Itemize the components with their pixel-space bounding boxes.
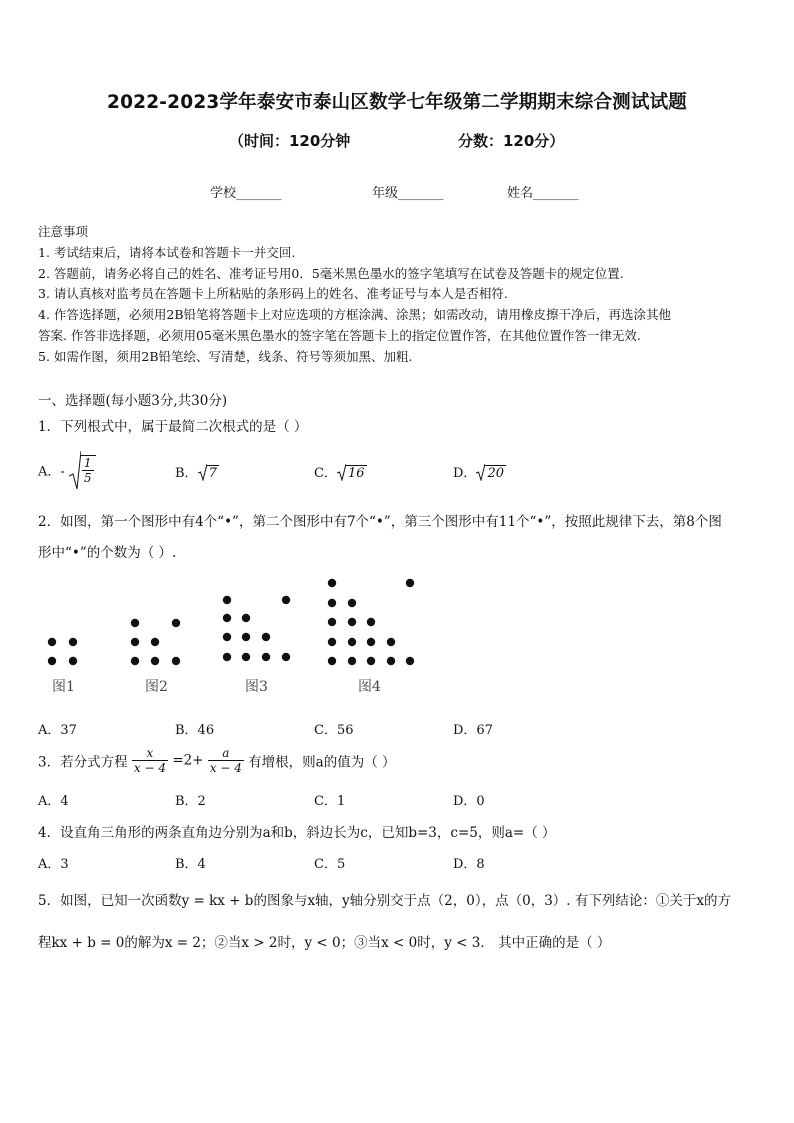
dot bbox=[387, 657, 395, 665]
notice-item: 4. 作答选择题，必须用2B铅笔将答题卡上对应选项的方框涂满、涂黑；如需改动，请用橡皮擦干净后，再选涂其他 bbox=[38, 307, 672, 322]
q4-option-c: C．5 bbox=[314, 857, 346, 872]
dot bbox=[282, 596, 290, 604]
page-title: 2022-2023学年泰安市泰山区数学七年级第二学期期末综合测试试题 bbox=[107, 92, 687, 113]
dot bbox=[242, 633, 250, 641]
q1-d-label: D． bbox=[453, 466, 477, 481]
q1-option-d bbox=[453, 462, 506, 481]
dot bbox=[348, 599, 356, 607]
dot bbox=[367, 657, 375, 665]
dot bbox=[48, 638, 56, 646]
q1-c-label: C． bbox=[314, 466, 337, 481]
dot bbox=[223, 653, 231, 661]
q4-stem: 4．设直角三角形的两条直角边分别为a和b，斜边长为c，已知b=3，c=5，则a=（ ） bbox=[38, 825, 556, 841]
q2-option-a: A．37 bbox=[38, 723, 77, 738]
notice-heading: 注意事项 bbox=[38, 224, 89, 239]
notice-item: 5. 如需作图，须用2B铅笔绘、写清楚，线条、符号等须加黑、加粗. bbox=[38, 349, 413, 364]
q1-b-label: B． bbox=[175, 466, 198, 481]
q4-option-b: B．4 bbox=[175, 857, 206, 872]
q3-f2-denominator: x − 4 bbox=[209, 761, 242, 775]
notice-item: 答案. 作答非选择题，必须用05毫米黑色墨水的签字笔在答题卡上的指定位置作答，在其他位置作答一律无效. bbox=[38, 328, 641, 343]
dot bbox=[328, 579, 336, 587]
q5-line1: 5．如图，已知一次函数y = kx + b的图象与x轴，y轴分别交于点（2，0），点（0，3）. 有下列结论：①关于x的方 bbox=[38, 893, 731, 909]
q1-c-radicand: 16 bbox=[347, 466, 365, 481]
q3-stem bbox=[38, 746, 396, 775]
q1-option-b bbox=[175, 462, 219, 481]
q2-option-c: C．56 bbox=[314, 723, 354, 738]
notice-item: 3. 请认真核对监考员在答题卡上所粘贴的条形码上的姓名、准考证号与本人是否相符. bbox=[38, 286, 508, 301]
dot bbox=[151, 638, 159, 646]
dot bbox=[282, 653, 290, 661]
dot bbox=[328, 618, 336, 626]
dot bbox=[406, 657, 414, 665]
notice-item: 1. 考试结束后，请将本试卷和答题卡一并交回. bbox=[38, 245, 296, 260]
dot bbox=[69, 657, 77, 665]
dot bbox=[131, 638, 139, 646]
dot bbox=[262, 653, 270, 661]
q2-option-b: B．46 bbox=[175, 723, 215, 738]
dot bbox=[223, 633, 231, 641]
figure-4-dots bbox=[328, 579, 414, 665]
q4-option-a: A．3 bbox=[38, 857, 69, 872]
q1-a-denominator: 5 bbox=[83, 471, 92, 485]
dot bbox=[48, 657, 56, 665]
q3-f1-denominator: x − 4 bbox=[133, 761, 166, 775]
q3-option-c: C．1 bbox=[314, 794, 346, 809]
dot-pattern-figure bbox=[30, 570, 430, 700]
q1-option-a bbox=[38, 450, 96, 490]
q3-prefix: 3．若分式方程 bbox=[38, 754, 128, 771]
q5-line2: 程kx + b = 0的解为x = 2；②当x > 2时，y < 0；③当x < 0时，y < 3． 其中正确的是（ ） bbox=[38, 935, 611, 951]
figure-label: 图3 bbox=[245, 679, 268, 695]
dot bbox=[348, 618, 356, 626]
grade-field: 年级_______ bbox=[372, 186, 444, 201]
q1-a-label: A．- bbox=[38, 464, 65, 480]
dot bbox=[328, 638, 336, 646]
q1-stem: 1．下列根式中，属于最简二次根式的是（ ） bbox=[38, 419, 308, 435]
q3-f2-numerator: a bbox=[208, 746, 244, 761]
q2-option-d: D．67 bbox=[453, 723, 493, 738]
dot bbox=[223, 614, 231, 622]
figure-3-dots bbox=[223, 596, 290, 661]
q4-option-d: D．8 bbox=[453, 857, 485, 872]
dot bbox=[262, 633, 270, 641]
q3-option-b: B．2 bbox=[175, 794, 206, 809]
dot bbox=[367, 638, 375, 646]
dot bbox=[131, 657, 139, 665]
q3-mid: =2+ bbox=[172, 752, 204, 769]
q2-line1: 2．如图，第一个图形中有4个“•”，第二个图形中有7个“•”，第三个图形中有11个“•”，按照此规律下去，第8个图 bbox=[38, 514, 722, 530]
dot bbox=[172, 657, 180, 665]
dot bbox=[223, 596, 231, 604]
q1-b-radicand: 7 bbox=[208, 466, 217, 481]
dot bbox=[328, 657, 336, 665]
q3-fraction-2 bbox=[208, 746, 244, 775]
dot bbox=[328, 599, 336, 607]
dot bbox=[69, 638, 77, 646]
dot bbox=[406, 579, 414, 587]
school-field: 学校_______ bbox=[210, 186, 282, 201]
dot bbox=[348, 657, 356, 665]
figure-label: 图1 bbox=[52, 679, 75, 695]
dot bbox=[131, 619, 139, 627]
q3-option-d: D．0 bbox=[453, 794, 485, 809]
name-field: 姓名_______ bbox=[507, 186, 579, 201]
dot bbox=[387, 638, 395, 646]
q2-line2: 形中“•”的个数为（ ）. bbox=[38, 545, 177, 561]
figure-1-dots bbox=[48, 638, 77, 665]
figure-label: 图4 bbox=[358, 679, 381, 695]
dot bbox=[151, 657, 159, 665]
exam-score: 分数：120分） bbox=[458, 132, 565, 150]
dot bbox=[348, 638, 356, 646]
notice-item: 2. 答题前，请务必将自己的姓名、准考证号用0．5毫米黑色墨水的签字笔填写在试卷及答题卡的规定位置. bbox=[38, 266, 624, 281]
q3-f1-numerator: x bbox=[132, 746, 168, 761]
q1-a-numerator: 1 bbox=[83, 456, 92, 470]
q1-a-sqrt bbox=[69, 450, 96, 490]
q1-option-c bbox=[314, 462, 367, 481]
radical-sign bbox=[198, 463, 207, 481]
radical-sign bbox=[337, 463, 346, 481]
dot bbox=[242, 614, 250, 622]
q3-option-a: A．4 bbox=[38, 794, 69, 809]
figure-label: 图2 bbox=[145, 679, 168, 695]
dot bbox=[367, 618, 375, 626]
dot bbox=[242, 653, 250, 661]
figure-2-dots bbox=[131, 619, 180, 665]
q1-d-radicand: 20 bbox=[487, 466, 504, 481]
q3-suffix: 有增根，则a的值为（ ） bbox=[248, 754, 396, 771]
q3-fraction-1 bbox=[132, 746, 168, 775]
section-heading: 一、选择题(每小题3分,共30分) bbox=[38, 393, 228, 409]
dot bbox=[172, 619, 180, 627]
exam-time: （时间：120分钟 bbox=[229, 132, 351, 150]
